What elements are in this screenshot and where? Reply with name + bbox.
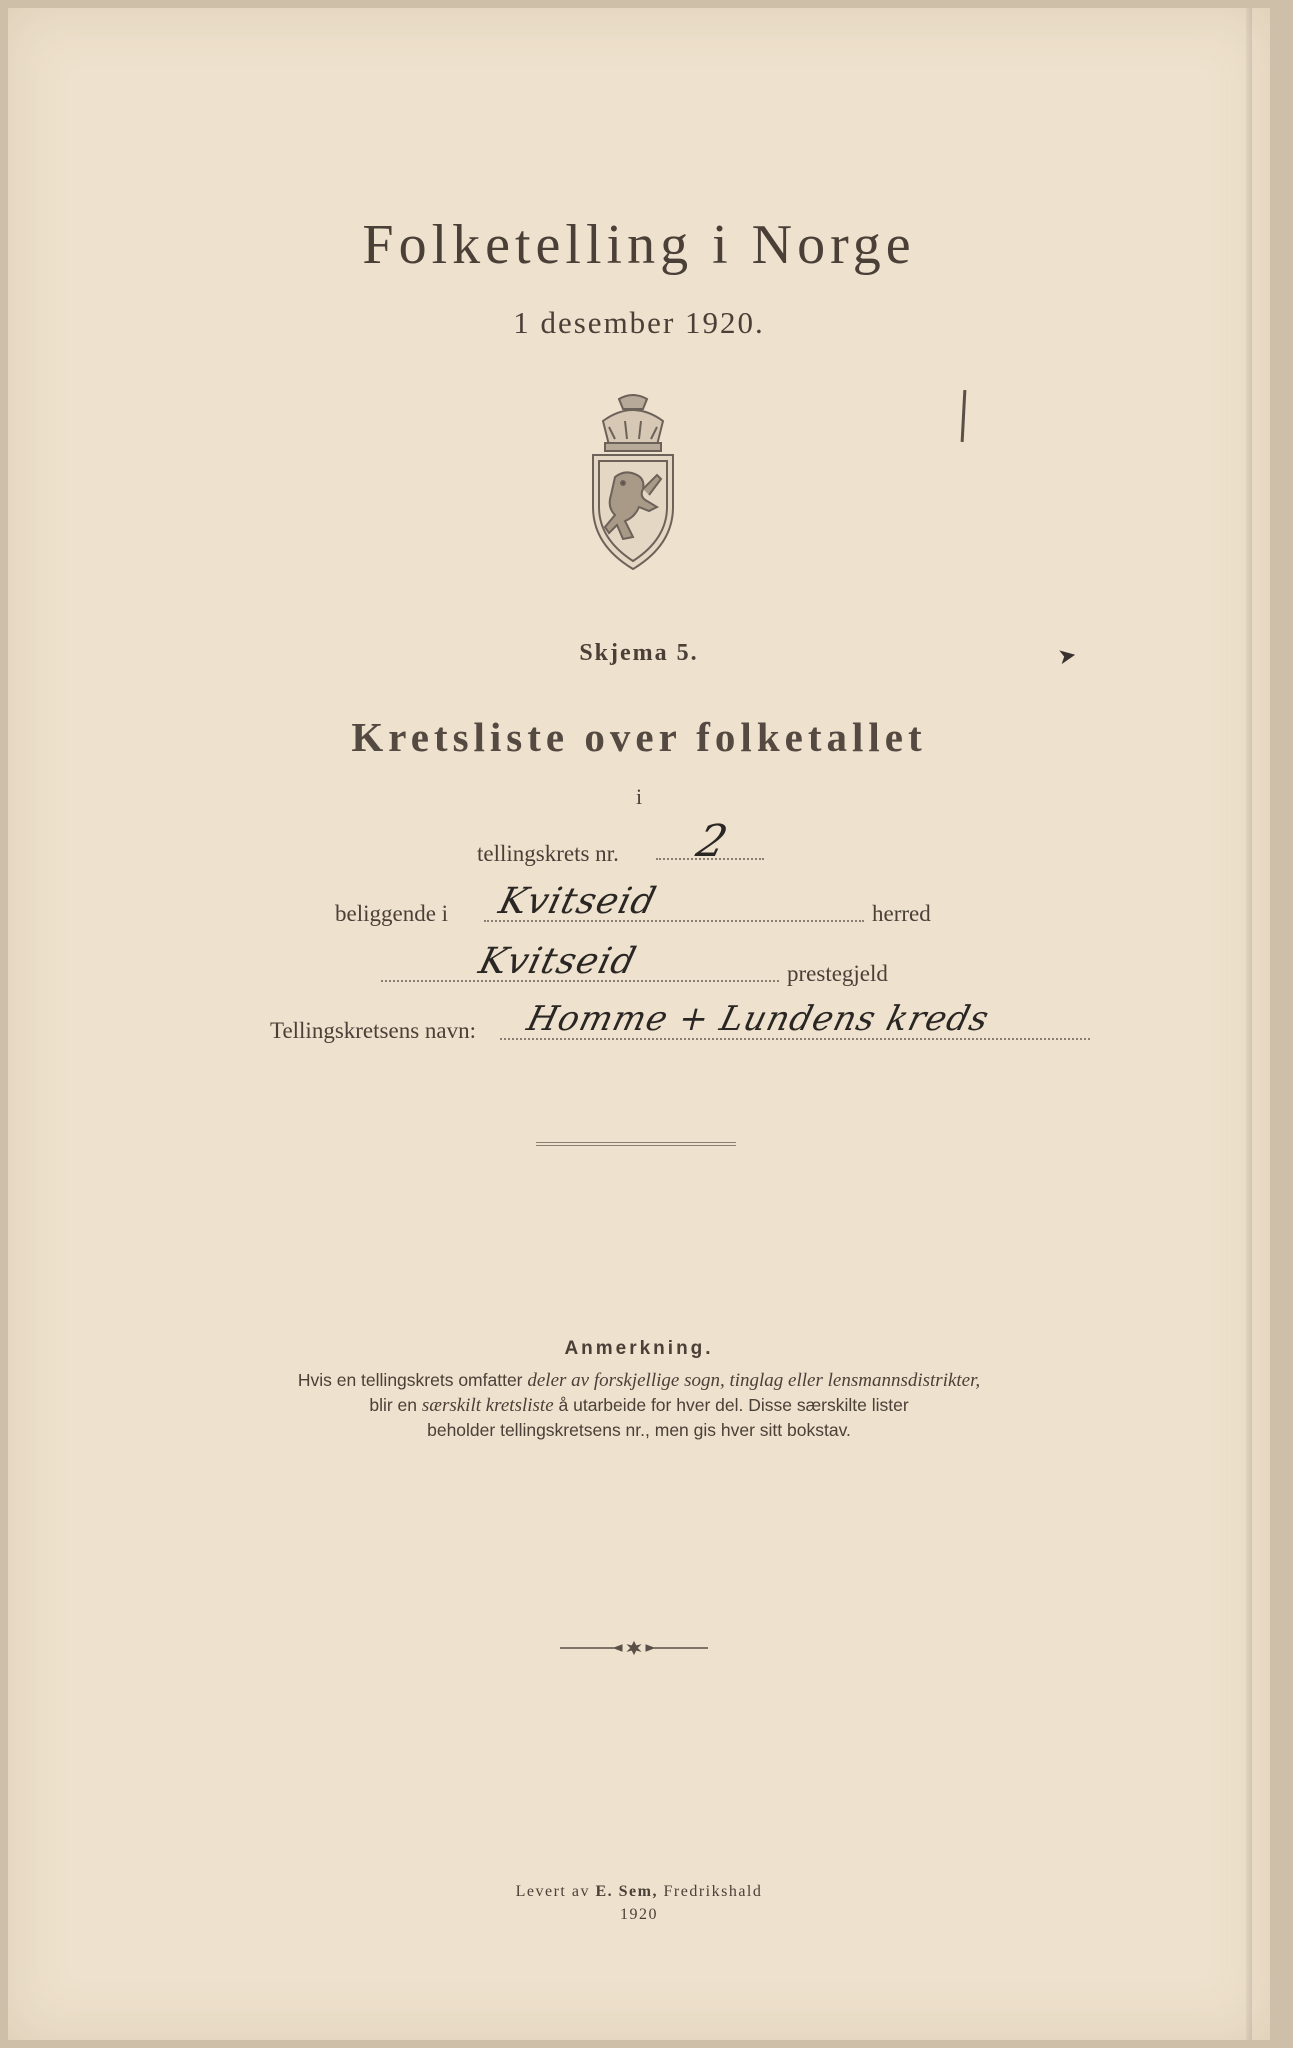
note-line-2: blir en særskilt kretsliste å utarbeide for hver del. Disse særskilte lister [369, 1395, 909, 1416]
note-line-1: Hvis en tellingskrets omfatter deler av forskjellige sogn, tinglag eller lensmannsdistrikter, [297, 1370, 981, 1391]
located-in-label: beliggende i [335, 901, 449, 926]
schema-number: Skjema 5. [579, 640, 699, 666]
preposition-i: i [635, 784, 643, 809]
printer-line: Levert av E. Sem, Fredrikshald [515, 1883, 763, 1900]
parish-label: prestegjeld [787, 961, 888, 986]
ink-arrow-mark: ➤ [1055, 642, 1079, 671]
document-title: Folketelling i Norge [362, 214, 916, 276]
pencil-mark [961, 390, 967, 442]
census-date: 1 desember 1920. [513, 305, 765, 340]
district-name-value: Homme + Lundens kreds [523, 999, 994, 1039]
district-name-label: Tellingskretsens navn: [270, 1018, 476, 1043]
document-sheet [8, 8, 1270, 2040]
herred-label: herred [872, 901, 931, 926]
norwegian-coat-of-arms-icon [579, 393, 687, 573]
printer-imprint [8, 1880, 1270, 1926]
note-line-3: beholder tellingskretsens nr., men gis hver sitt bokstav. [427, 1420, 851, 1440]
parish-value: Kvitseid [474, 941, 641, 982]
divider-rule [536, 1142, 736, 1146]
district-number-label: tellingskrets nr. [477, 841, 619, 866]
form-heading: Kretsliste over folketallet [351, 714, 927, 760]
located-in-value: Kvitseid [494, 881, 661, 922]
note-title: Anmerkning. [564, 1338, 714, 1359]
district-number-value: 2 [691, 816, 734, 867]
note-body [8, 1368, 1270, 1442]
printer-year: 1920 [620, 1906, 658, 1923]
star-ornament-icon [558, 1640, 710, 1656]
